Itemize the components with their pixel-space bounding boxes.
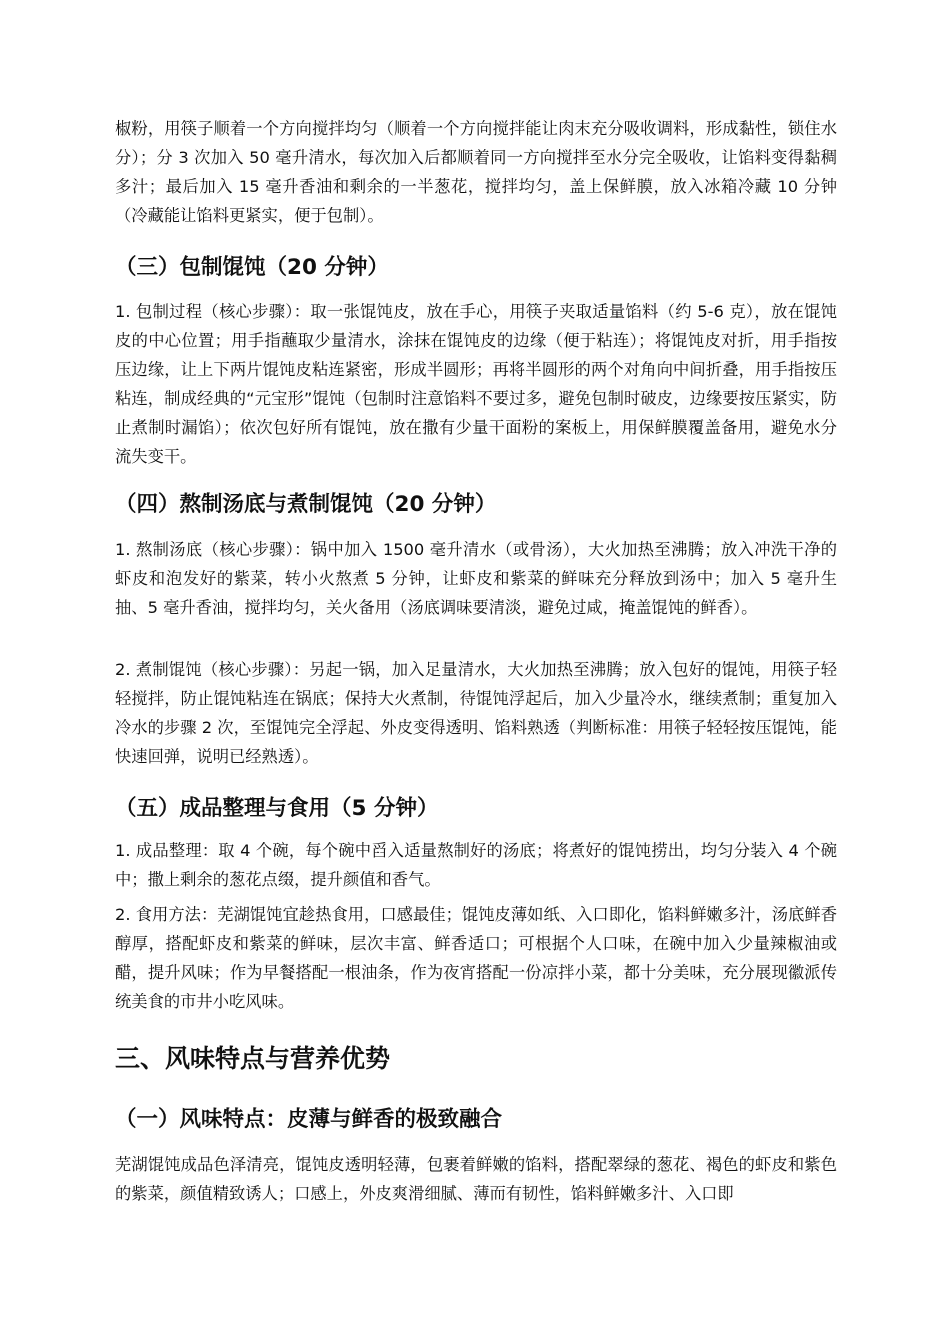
heading-wrapping-wontons: （三）包制馄饨（20 分钟） [115, 255, 389, 280]
paragraph-soup-base: 1. 熬制汤底（核心步骤）：锅中加入 1500 毫升清水（或骨汤），大火加热至沸腾；放入冲洗干净的虾皮和泡发好的紫菜，转小火熬煮 5 分钟，让虾皮和紫菜的鲜味充分释放到汤中；加入 5 毫升生抽、5 毫升香油，搅拌均匀，关火备用（汤底调味要清淡，避免过咸，掩盖馄饨的鲜香）。 [115, 540, 837, 617]
section-heading-flavor-nutrition: 三、风味特点与营养优势 [115, 1044, 391, 1073]
paragraph-boiling-wontons: 2. 煮制馄饨（核心步骤）：另起一锅，加入足量清水，大火加热至沸腾；放入包好的馄饨，用筷子轻轻搅拌，防止馄饨粘连在锅底；保持大火煮制，待馄饨浮起后，加入少量冷水，继续煮制；重复加入冷水的步骤 2 次，至馄饨完全浮起、外皮变得透明、馅料熟透（判断标准：用筷子轻轻按压馄饨，能快速回弹，说明已经熟透）。 [115, 660, 837, 766]
paragraph-eating-method: 2. 食用方法：芜湖馄饨宜趁热食用，口感最佳；馄饨皮薄如纸、入口即化，馅料鲜嫩多汁，汤底鲜香醇厚，搭配虾皮和紫菜的鲜味，层次丰富、鲜香适口；可根据个人口味，在碗中加入少量辣椒油或醋，提升风味；作为早餐搭配一根油条，作为夜宵搭配一份凉拌小菜，都十分美味，充分展现徽派传统美食的市井小吃风味。 [115, 905, 837, 1011]
paragraph-filling-mixing: 椒粉，用筷子顺着一个方向搅拌均匀（顺着一个方向搅拌能让肉末充分吸收调料，形成黏性，锁住水分）；分 3 次加入 50 毫升清水，每次加入后都顺着同一方向搅拌至水分完全吸收，让馅料变得黏稠多汁；最后加入 15 毫升香油和剩余的一半葱花，搅拌均匀，盖上保鲜膜，放入冰箱冷藏 10 分钟（冷藏能让馅料更紧实，便于包制）。 [115, 119, 837, 225]
paragraph-plating: 1. 成品整理：取 4 个碗，每个碗中舀入适量熬制好的汤底；将煮好的馄饨捞出，均匀分装入 4 个碗中；撒上剩余的葱花点缀，提升颜值和香气。 [115, 841, 837, 889]
paragraph-wrapping-process: 1. 包制过程（核心步骤）：取一张馄饨皮，放在手心，用筷子夹取适量馅料（约 5-6 克），放在馄饨皮的中心位置；用手指蘸取少量清水，涂抹在馄饨皮的边缘（便于粘连）；将馄饨皮对折，用手指按压边缘，让上下两片馄饨皮粘连紧密，形成半圆形；再将半圆形的两个对角向中间折叠，用手指按压粘连，制成经典的“元宝形”馄饨（包制时注意馅料不要过多，避免包制时破皮，边缘要按压紧实，防止煮制时漏馅）；依次包好所有馄饨，放在撒有少量干面粉的案板上，用保鲜膜覆盖备用，避免水分流失变干。 [115, 302, 837, 466]
heading-finishing-serving: （五）成品整理与食用（5 分钟） [115, 796, 439, 821]
paragraph-flavor-description: 芜湖馄饨成品色泽清亮，馄饨皮透明轻薄，包裹着鲜嫩的馅料，搭配翠绿的葱花、褐色的虾皮和紫色的紫菜，颜值精致诱人；口感上，外皮爽滑细腻、薄而有韧性，馅料鲜嫩多汁、入口即 [115, 1155, 837, 1203]
heading-soup-and-boiling: （四）熬制汤底与煮制馄饨（20 分钟） [115, 492, 497, 517]
heading-flavor-characteristics: （一）风味特点：皮薄与鲜香的极致融合 [115, 1107, 503, 1132]
